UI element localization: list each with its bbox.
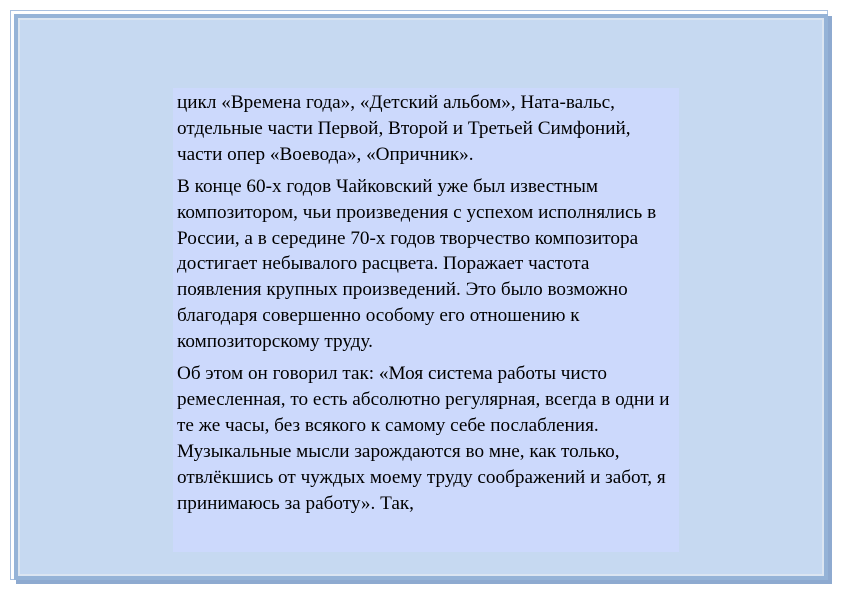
text-box [173,88,679,552]
paragraph-1: цикл «Времена года», «Детский альбом», Ната-вальс, отдельные части Первой, Второй и Третьей Симфоний, части опер «Воевода», «Опричник». [177,92,631,165]
paragraph-3: Об этом он говорил так: «Моя система работы чисто ремесленная, то есть абсолютно регулярная, всегда в одни и те же часы, без всякого к самому себе послабления. Музыкальные мысли зарождаются во мне, как только, отвлёкшись от чуждых моему труду соображений и забот, я принимаюсь за работу». Так, [177,363,670,514]
slide [14,14,828,580]
paragraph-2: В конце 60-х годов Чайковский уже был известным композитором, чьи произведения с успехом исполнялись в России, а в середине 70-х годов творчество композитора достигает небывалого расцвета. Поражает частота появления крупных произведений. Это было возможно благодаря совершенно особому его отношению к композиторскому труду. [177,175,657,353]
